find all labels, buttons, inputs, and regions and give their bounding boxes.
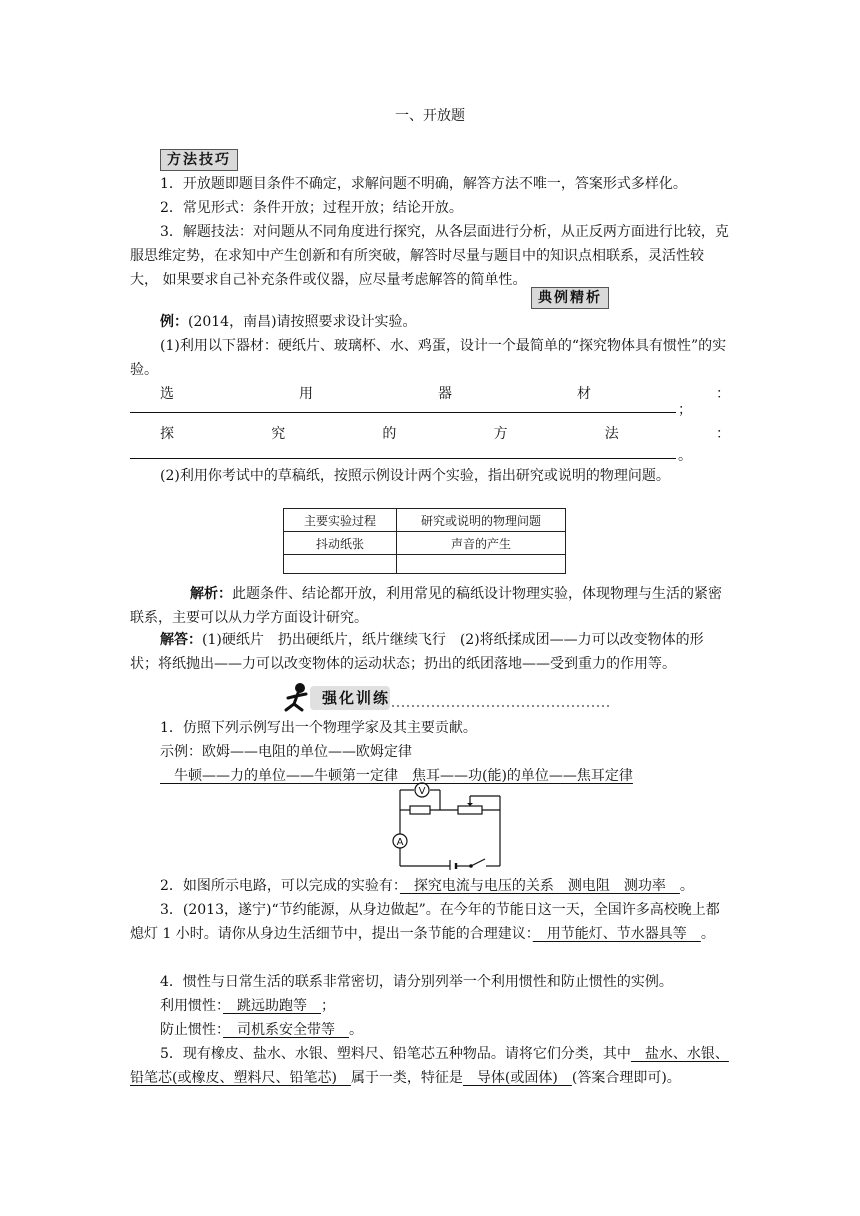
training-q4-prevent: 防止惯性： 司机系安全带等 。 [160,1022,363,1038]
method-heading-row [130,148,730,172]
example-question-2: (2)利用你考试中的草稿纸，按照示例设计两个实验，指出研究或说明的物理问题。 [160,468,670,484]
table-header-row [284,509,566,532]
training-q4-use: 利用惯性： 跳远助跑等 ； [160,998,335,1014]
answer [130,628,730,676]
analysis [130,582,730,630]
method-point-3: 3．解题技法：对问题从不同角度进行探究，从各层面进行分析，从正反两方面进行比较，克服思维定势，在求知中产生创新和有所突破，解答时尽量与题目中的知识点相联系，灵活性较大， 如果要求自己补充条件或仪器，应尽量考虑解答的简单性。 [130,224,729,288]
example-intro [130,310,730,334]
training-q1: 1．仿照下列示例写出一个物理学家及其主要贡献。 [160,720,477,736]
q4-use-answer[interactable]: 跳远助跑等 [223,998,321,1014]
method-prompt: 探 究 的 方 法 ： [160,426,730,442]
voltmeter-label: V [418,786,426,797]
answer-label: 解答： [160,632,202,648]
q3-answer[interactable]: 用节能灯、节水器具等 [532,926,701,942]
q5-answer-2[interactable]: 导体(或固体) [462,1070,572,1086]
q2-answer[interactable]: 探究电流与电压的关系 测电阻 测功率 [399,878,680,894]
training-q2: 2．如图所示电路，可以完成的实验有： 探究电流与电压的关系 测电阻 测功率 。 [160,878,694,894]
training-q1-example: 示例：欧姆——电阻的单位——欧姆定律 [160,744,412,760]
training-heading-banner [280,680,610,714]
training-q4: 4．惯性与日常生活的联系非常密切，请分别列举一个利用惯性和防止惯性的实例。 [160,974,673,990]
table-header: 研究或说明的物理问题 [397,509,566,532]
table-row [284,532,566,555]
q5-answer-1[interactable]: 盐水、水银、铅笔芯(或橡皮、塑料尺、铅笔芯) [130,1046,729,1086]
example-question-1: (1)利用以下器材：硬纸片、玻璃杯、水、鸡蛋，设计一个最简单的“探究物体具有惯性”的实验。 [130,338,727,378]
analysis-text: 此题条件、结论都开放，利用常见的稿纸设计物理实验，体现物理与生活的紧密联系，主要可以从力学方面设计研究。 [130,586,722,626]
page-title: 一、开放题 [395,108,465,124]
method-period: 。 [678,448,692,464]
example-heading-row [130,286,730,310]
table-row [284,555,566,574]
table-header: 主要实验过程 [284,509,397,532]
method-point-2: 2．常见形式：条件开放；过程开放；结论开放。 [160,200,463,216]
equipment-blank[interactable] [130,412,676,413]
equipment-semicolon: ； [678,402,692,418]
circuit-diagram [386,782,504,870]
table-cell: 声音的产生 [397,532,566,555]
q4-prevent-answer[interactable]: 司机系安全带等 [223,1022,349,1038]
experiment-table [283,508,566,574]
example-label: 例： [160,314,188,330]
training-q3: 3．(2013，遂宁)“节约能源，从身边做起”。在今年的节能日这一天，全国许多高校晚上都熄灯 1 小时。请你从身边生活细节中，提出一条节能的合理建议： 用节能灯、节水器具等 。 [130,902,720,942]
training-q5: 5．现有橡皮、盐水、水银、塑料尺、铅笔芯五种物品。请将它们分类，其中 盐水、水银、铅笔芯(或橡皮、塑料尺、铅笔芯) 属于一类，特征是 导体(或固体) (答案合理即可)。 [130,1046,729,1086]
example-intro-text: (2014，南昌)请按照要求设计实验。 [188,314,417,330]
select-equipment-prompt: 选 用 器 材 ： [160,386,730,402]
training-q1-answer[interactable]: 牛顿——力的单位——牛顿第一定律 焦耳——功(能)的单位——焦耳定律 [160,768,633,784]
method-heading: 方法技巧 [160,149,238,171]
table-cell: 抖动纸张 [284,532,397,555]
method-point-1: 1．开放题即题目条件不确定，求解问题不明确，解答方法不唯一，答案形式多样化。 [160,176,687,192]
table-cell[interactable] [397,555,566,574]
training-heading: 强化训练 [322,689,391,707]
analysis-label: 解析： [190,586,232,602]
table-cell[interactable] [284,555,397,574]
answer-text: (1)硬纸片 扔出硬纸片，纸片继续飞行 (2)将纸揉成团——力可以改变物体的形状；将纸抛出——力可以改变物体的运动状态；扔出的纸团落地——受到重力的作用等。 [130,632,704,672]
example-heading: 典例精析 [531,287,609,309]
ammeter-label: A [396,837,404,848]
method-blank[interactable] [130,458,676,459]
